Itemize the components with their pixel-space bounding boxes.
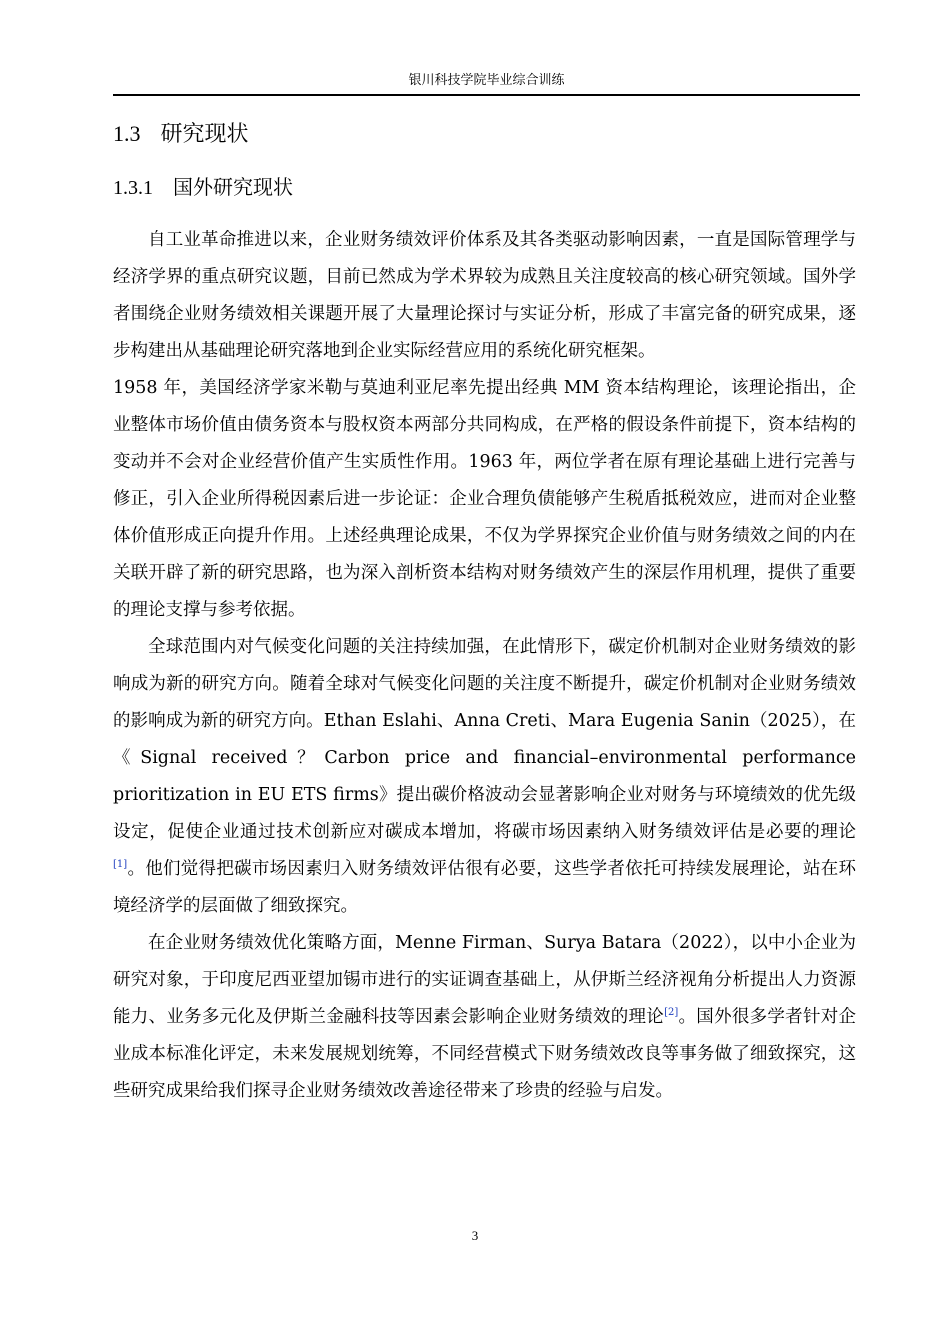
section-title: 研究现状 bbox=[160, 122, 249, 147]
paragraph-text: 在企业财务绩效优化策略方面，Menne Firman、Surya Batara（2022），以中小企业为研究对象，于印度尼西亚望加锡市进行的实证调查基础上，从伊斯兰经济视角分析提出人力资源能力、业务多元化及伊斯兰金融科技等因素会影响企业财务绩效的理论 bbox=[113, 933, 856, 1027]
subsection-number: 1.3.1 bbox=[113, 177, 153, 199]
running-header: 银川科技学院毕业综合训练 bbox=[408, 73, 565, 88]
body-text bbox=[113, 222, 856, 1110]
subsection-heading bbox=[113, 172, 293, 203]
citation-link[interactable]: [2] bbox=[664, 1007, 679, 1018]
section-number: 1.3 bbox=[113, 121, 141, 146]
page-number: 3 bbox=[471, 1228, 479, 1243]
paragraph: 自工业革命推进以来，企业财务绩效评价体系及其各类驱动影响因素，一直是国际管理学与经济学界的重点研究议题，目前已然成为学术界较为成熟且关注度较高的核心研究领域。国外学者围绕企业财务绩效相关课题开展了大量理论探讨与实证分析，形成了丰富完备的研究成果，逐步构建出从基础理论研究落地到企业实际经营应用的系统化研究框架。 bbox=[113, 230, 856, 361]
subsection-title: 国外研究现状 bbox=[173, 175, 293, 199]
paragraph-text: 。他们觉得把碳市场因素归入财务绩效评估很有必要，这些学者依托可持续发展理论，站在环境经济学的层面做了细致探究。 bbox=[113, 859, 856, 916]
paragraph: 1958 年，美国经济学家米勒与莫迪利亚尼率先提出经典 MM 资本结构理论，该理论指出，企业整体市场价值由债务资本与股权资本两部分共同构成，在严格的假设条件前提下，资本结构的变动并不会对企业经营价值产生实质性作用。1963 年，两位学者在原有理论基础上进行完善与修正，引入企业所得税因素后进一步论证：企业合理负债能够产生税盾抵税效应，进而对企业整体价值形成正向提升作用。上述经典理论成果，不仅为学界探究企业价值与财务绩效之间的内在关联开辟了新的研究思路，也为深入剖析资本结构对财务绩效产生的深层作用机理，提供了重要的理论支撑与参考依据。 bbox=[113, 378, 856, 620]
paragraph-text: 。国外很多学者针对企业成本标准化评定，未来发展规划统筹，不同经营模式下财务绩效改良等事务做了细致探究，这些研究成果给我们探寻企业财务绩效改善途径带来了珍贵的经验与启发。 bbox=[113, 1007, 857, 1101]
citation-link[interactable]: [1] bbox=[113, 859, 128, 870]
header-rule bbox=[113, 94, 860, 96]
paragraph bbox=[113, 629, 856, 925]
paragraph bbox=[113, 925, 856, 1110]
section-heading bbox=[113, 118, 249, 151]
paragraph-text: 全球范围内对气候变化问题的关注持续加强，在此情形下，碳定价机制对企业财务绩效的影响成为新的研究方向。随着全球对气候变化问题的关注度不断提升，碳定价机制对企业财务绩效的影响成为新的研究方向。Ethan Eslahi、Anna Creti、Mara Eugenia Sanin（2025），在《Signal received？Carbon price and financial–environmental performance prioritization in EU ETS firms》提出碳价格波动会显著影响企业对财务与环境绩效的优先级设定，促使企业通过技术创新应对碳成本增加，将碳市场因素纳入财务绩效评估是必要的理论 bbox=[113, 637, 856, 842]
